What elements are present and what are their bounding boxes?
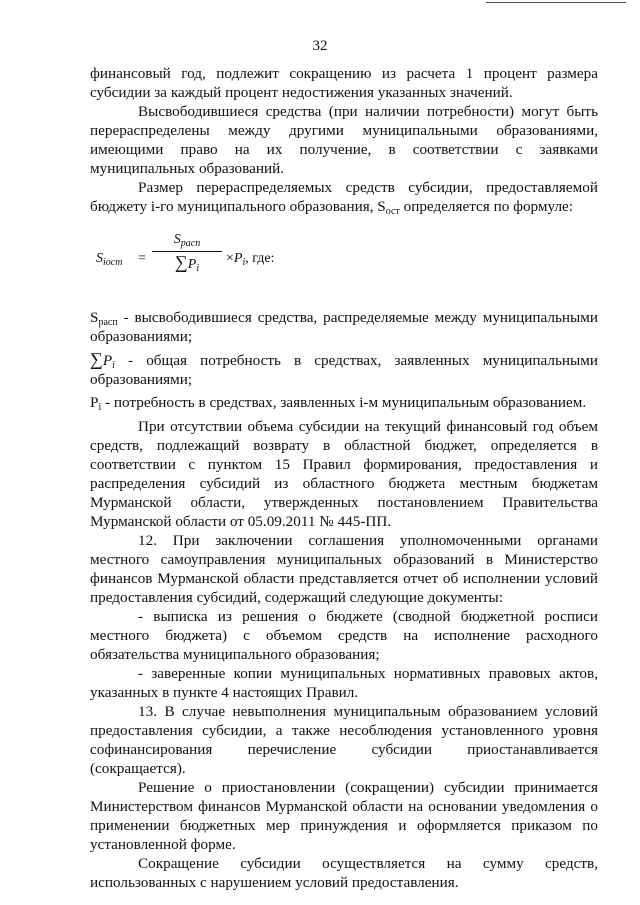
- document-body: [90, 64, 598, 892]
- paragraph-3-subscript: ост: [385, 206, 400, 217]
- page-number: 32: [312, 38, 328, 54]
- formula-equals: =: [138, 251, 146, 266]
- formula-numerator: $S_{расп}$: [152, 230, 222, 252]
- paragraph-7: - заверенные копии муниципальных нормативных правовых актов, указанных в пункте 4 настоящих Правил.: [90, 665, 598, 701]
- definition-p-i: $P_i$ - потребность в средствах, заявленных i-м муниципальным образованием.: [90, 394, 587, 413]
- paragraph-1: финансовый год, подлежит сокращению из расчета 1 процент размера субсидии за каждый процент недостижения указанных значений.: [90, 65, 598, 101]
- paragraph-3-text: Размер перераспределяемых средств субсидии, предоставляемой бюджету i-го муниципального образования, S: [90, 179, 598, 215]
- paragraph-8: 13. В случае невыполнения муниципальным образованием условий предоставления субсидии, а также несоблюдения установленного уровня софинансирования перечисление субсидии приостанавливается (сокращается).: [90, 703, 598, 777]
- sigma-icon: ∑: [90, 349, 103, 369]
- paragraph-9: Решение о приостановлении (сокращении) субсидии принимается Министерством финансов Мурманской области на основании уведомления о применении бюджетных мер принуждения и оформляется приказом по установленной форме.: [90, 779, 598, 853]
- formula-lhs: $S_{iост}$: [96, 251, 123, 268]
- paragraph-10: Сокращение субсидии осуществляется на сумму средств, использованных с нарушением условий предоставления.: [90, 855, 598, 891]
- paragraph-4: При отсутствии объема субсидии на текущий финансовый год объем средств, подлежащий возврату в областной бюджет, определяется в соответствии с пунктом 15 Правил формирования, предоставления и распределения субсидий из областного бюджета местным бюджетам Мурманской области, утвержденных постановлением Правительства Мурманской области от 05.09.2011 № 445-ПП.: [90, 418, 598, 530]
- definition-sum-p: $\sum P_i$ - общая потребность в средствах, заявленных муниципальными образованиями;: [90, 349, 598, 388]
- definition-s-rasp: $S_{расп}$ - высвободившиеся средства, распределяемые между муниципальными образованиями;: [90, 309, 598, 345]
- paragraph-3: [90, 178, 598, 216]
- paragraph-5: 12. При заключении соглашения уполномоченными органами местного самоуправления муниципальных образований в Министерство финансов Мурманской области представляется отчет об исполнении условий предоставления субсидий, содержащий следующие документы:: [90, 532, 598, 606]
- paragraph-3-tail: определяется по формуле:: [399, 198, 573, 215]
- top-edge-line: [486, 2, 626, 3]
- formula-denominator: $\sum P_i$: [174, 252, 200, 274]
- sigma-icon: ∑: [174, 252, 188, 272]
- paragraph-6: - выписка из решения о бюджете (сводной бюджетной росписи местного бюджета) с объемом средств на исполнение расходного обязательства муниципального образования;: [90, 608, 598, 663]
- formula-tail: $\times P_i$, где:: [226, 251, 275, 268]
- paragraph-2: Высвободившиеся средства (при наличии потребности) могут быть перераспределены между другими муниципальными образованиями, имеющими право на их получение, в соответствии с заявками муниципальных образований.: [90, 103, 598, 177]
- formula-block: [90, 230, 598, 290]
- formula-fraction: [152, 230, 222, 274]
